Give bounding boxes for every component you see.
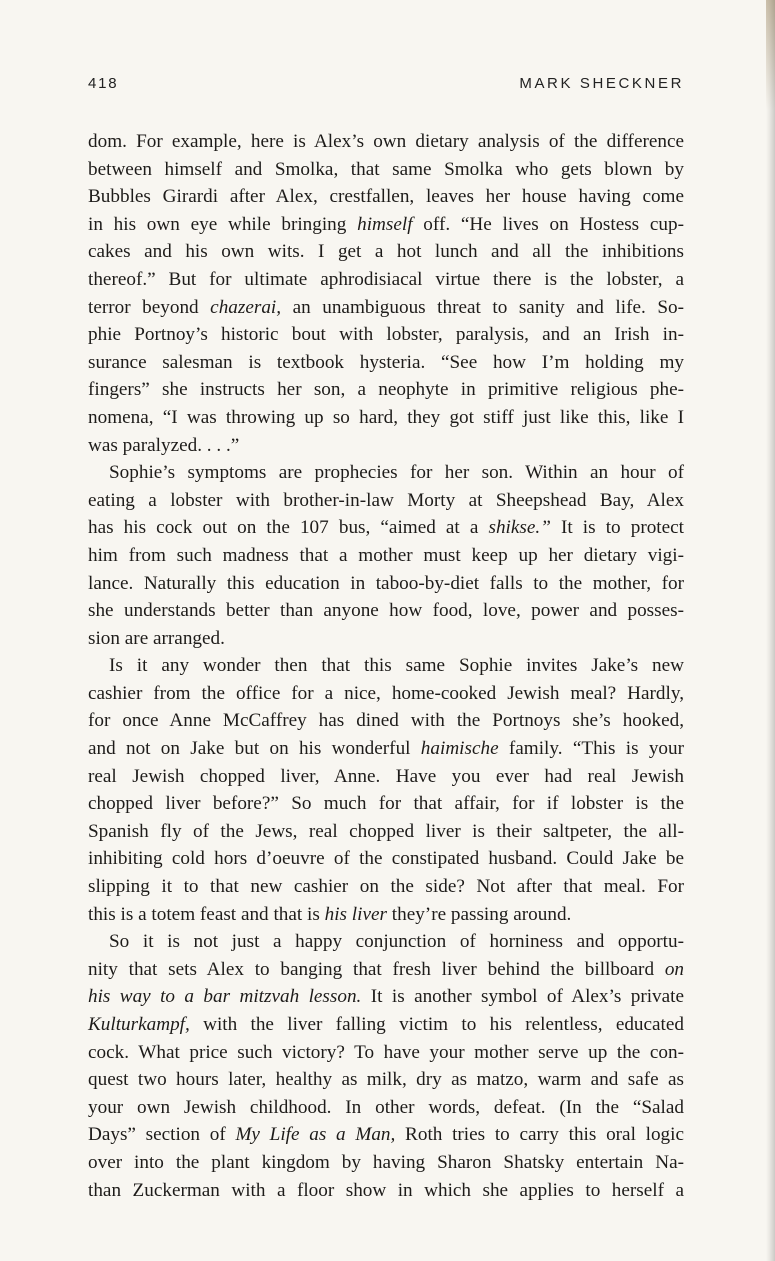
text-line (88, 183, 684, 211)
text-segment: off. “He lives on Hostess cup- (412, 213, 684, 235)
text-segment: was paralyzed. . . .” (88, 434, 240, 456)
text-line (88, 349, 684, 377)
text-line (88, 983, 684, 1011)
text-segment: surance salesman is textbook hysteria. “See how I’m holding my (88, 351, 684, 373)
text-line (88, 128, 684, 156)
text-line (88, 873, 684, 901)
italic-text: chazerai, (210, 296, 282, 318)
text-line (88, 321, 684, 349)
text-segment: this is a totem feast and that is (88, 903, 325, 925)
text-line (88, 156, 684, 184)
text-line (88, 625, 684, 653)
text-segment: with the liver falling victim to his relentless, educated (189, 1014, 684, 1035)
italic-text: shikse.” (488, 517, 551, 539)
text-line (88, 735, 684, 763)
text-segment: cashier from the office for a nice, home-cooked Jewish meal? Hardly, (88, 682, 684, 704)
text-segment: Sophie’s symptoms are prophecies for her son. Within an hour of (109, 462, 684, 484)
page-number: 418 (88, 75, 119, 92)
text-segment: cakes and his own wits. I get a hot lunch and all the inhibitions (88, 241, 684, 263)
text-line (88, 680, 684, 708)
text-line (88, 845, 684, 873)
text-segment: It is to protect (550, 517, 684, 539)
text-segment: terror beyond (88, 296, 211, 318)
text-line (88, 487, 684, 515)
text-segment: chopped liver before?” So much for that affair, for if lobster is the (88, 793, 684, 815)
text-segment: sion are arranged. (88, 627, 225, 649)
text-segment: family. “This is your (498, 738, 685, 760)
text-line (88, 597, 684, 625)
text-line (88, 542, 684, 570)
italic-text: himself (357, 213, 413, 235)
text-line (88, 1149, 684, 1177)
text-line (88, 790, 684, 818)
text-segment: lance. Naturally this education in taboo-by-diet falls to the mother, for (88, 572, 684, 594)
text-segment: inhibiting cold hors d’oeuvre of the constipated husband. Could Jake be (88, 848, 684, 870)
text-segment: fingers” she instructs her son, a neophyte in primitive religious phe- (88, 379, 684, 401)
text-segment: eating a lobster with brother-in-law Morty at Sheepshead Bay, Alex (88, 489, 684, 511)
text-line (88, 459, 684, 487)
text-segment: phie Portnoy’s historic bout with lobster, paralysis, and an Irish in- (88, 324, 684, 346)
text-line (88, 707, 684, 735)
text-segment: over into the plant kingdom by having Sharon Shatsky entertain Na- (88, 1151, 684, 1173)
text-segment: Bubbles Girardi after Alex, crestfallen, leaves her house having come (88, 186, 684, 208)
text-segment: between himself and Smolka, that same Smolka who gets blown by (88, 158, 684, 180)
text-segment: in his own eye while bringing (88, 213, 358, 235)
text-segment: an unambiguous threat to sanity and life. So- (281, 296, 684, 318)
text-line (88, 266, 684, 294)
text-segment: Days” section of (88, 1124, 236, 1146)
text-segment: nity that sets Alex to banging that fresh liver behind the billboard (88, 958, 665, 980)
italic-text: on (664, 958, 684, 980)
text-segment: has his cock out on the 107 bus, “aimed at a (88, 517, 489, 539)
italic-text: his way to a bar mitzvah lesson. (88, 986, 362, 1008)
text-line (88, 1094, 684, 1122)
text-line (88, 1066, 684, 1094)
text-segment: they’re passing around. (386, 903, 572, 925)
text-line (88, 514, 684, 542)
text-segment: Spanish fly of the Jews, real chopped liver is their saltpeter, the all- (88, 820, 684, 842)
text-segment: nomena, “I was throwing up so hard, they got stiff just like this, like I (88, 406, 684, 428)
text-line (88, 404, 684, 432)
page-edge-shadow (766, 0, 775, 1261)
text-segment: dom. For example, here is Alex’s own dietary analysis of the difference (88, 131, 684, 152)
running-head-author: MARK SHECKNER (519, 75, 684, 92)
text-segment: she understands better than anyone how food, love, power and posses- (88, 600, 684, 622)
text-line (88, 763, 684, 791)
text-line (88, 818, 684, 846)
text-segment: than Zuckerman with a floor show in which she applies to herself a (88, 1179, 684, 1201)
text-line (88, 1121, 684, 1149)
text-segment: for once Anne McCaffrey has dined with the Portnoys she’s hooked, (88, 710, 684, 732)
text-line (88, 376, 684, 404)
text-line (88, 570, 684, 598)
text-segment: him from such madness that a mother must keep up her dietary vigi- (88, 544, 684, 566)
text-segment: slipping it to that new cashier on the side? Not after that meal. For (88, 876, 684, 898)
text-segment: Is it any wonder then that this same Sophie invites Jake’s new (109, 655, 684, 677)
text-segment: your own Jewish childhood. In other words, defeat. (In the “Salad (88, 1096, 684, 1118)
text-line (88, 294, 684, 322)
text-segment: real Jewish chopped liver, Anne. Have you ever had real Jewish (88, 765, 684, 787)
text-segment: and not on Jake but on his wonderful (88, 738, 421, 760)
text-line (88, 1039, 684, 1067)
body-text (88, 128, 684, 1204)
text-line (88, 901, 684, 929)
page-edge-stain (766, 0, 775, 110)
italic-text: haimische (420, 738, 499, 760)
text-segment: cock. What price such victory? To have your mother serve up the con- (88, 1041, 684, 1063)
text-line (88, 956, 684, 984)
text-segment: Roth tries to carry this oral logic (395, 1124, 684, 1146)
text-line (88, 652, 684, 680)
running-head (88, 75, 684, 99)
italic-text: Kulturkampf, (88, 1014, 190, 1035)
text-line (88, 211, 684, 239)
text-line (88, 1011, 684, 1039)
italic-text: his liver (324, 903, 387, 925)
text-segment: So it is not just a happy conjunction of horniness and opportu- (109, 931, 684, 953)
text-line (88, 928, 684, 956)
text-line (88, 238, 684, 266)
italic-text: My Life as a Man, (235, 1124, 396, 1146)
text-segment: quest two hours later, healthy as milk, dry as matzo, warm and safe as (88, 1069, 684, 1091)
text-line (88, 432, 684, 460)
text-segment: It is another symbol of Alex’s private (361, 986, 684, 1008)
text-line (88, 1177, 684, 1205)
text-segment: thereof.” But for ultimate aphrodisiacal virtue there is the lobster, a (88, 268, 684, 290)
